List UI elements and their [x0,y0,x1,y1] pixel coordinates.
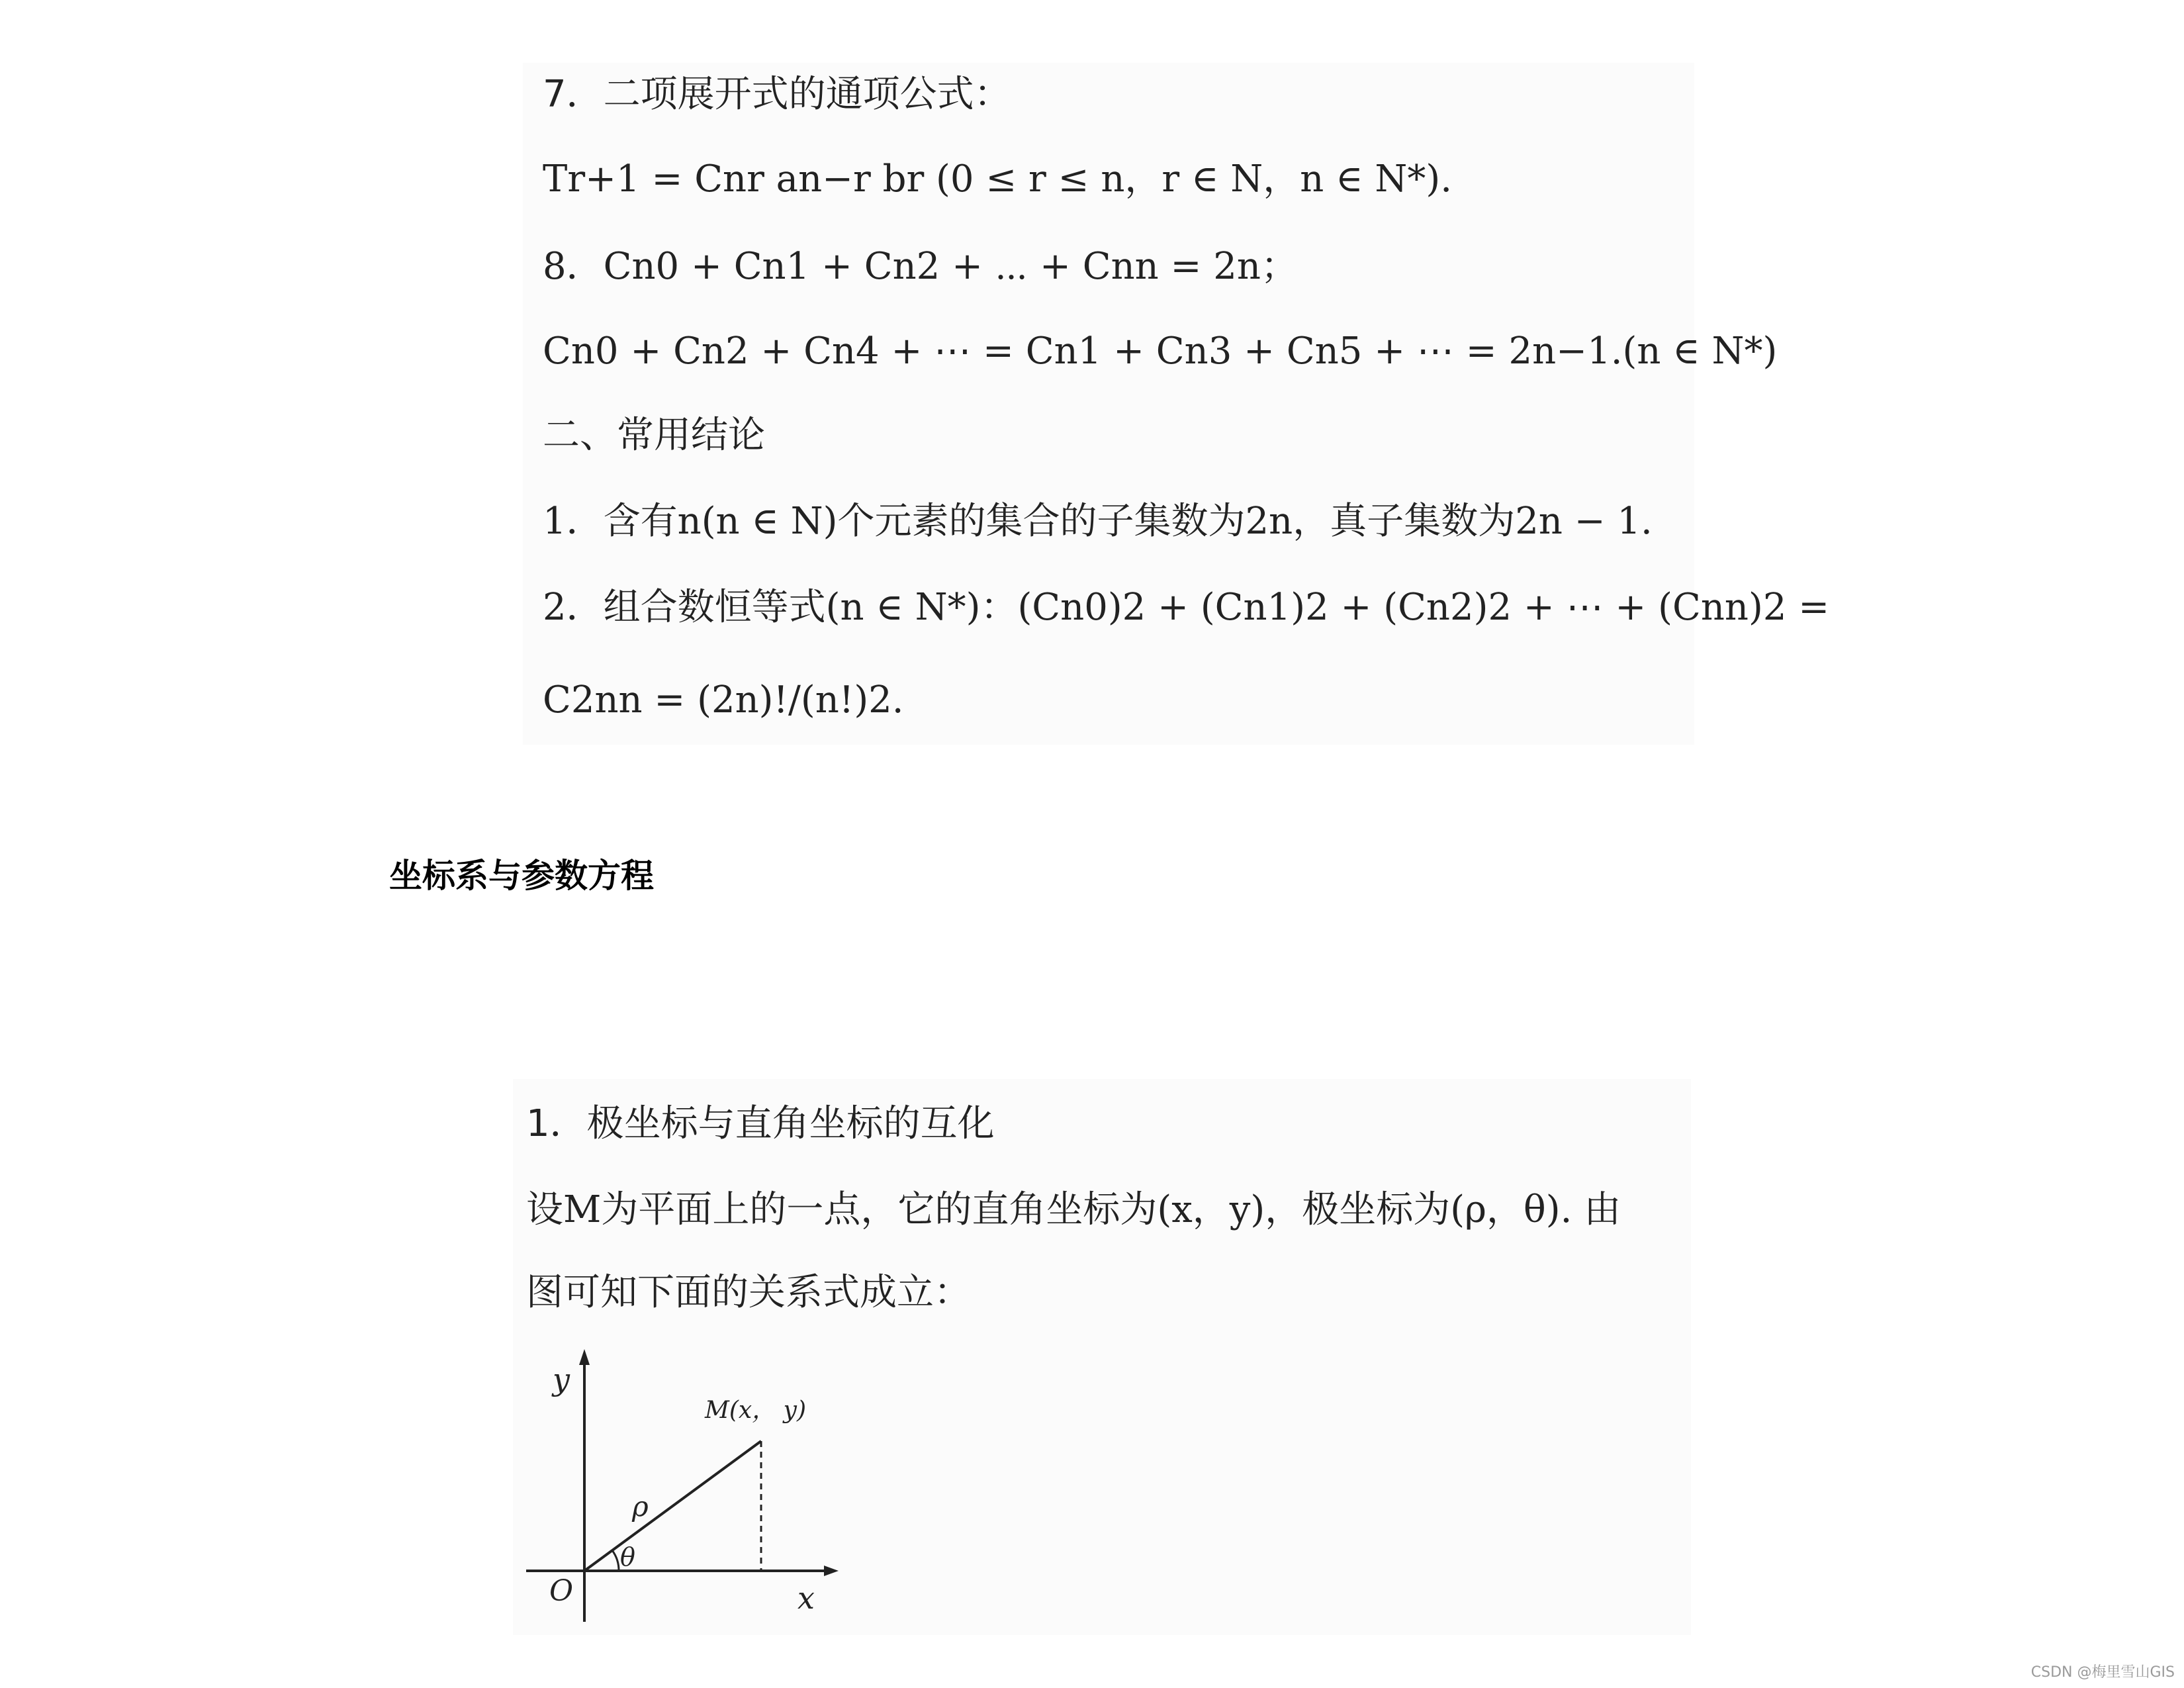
y-axis-label: y [553,1362,570,1397]
polar-diagram [513,1344,857,1628]
point-m-label: M(x， y) [705,1397,807,1424]
x-axis-arrow [824,1566,839,1576]
section-heading: 坐标系与参数方程 [389,857,654,895]
theta-arc [612,1550,619,1571]
y-axis-arrow [579,1349,590,1365]
polar-text-line2: 图可知下面的关系式成立： [526,1271,971,1314]
item7-title: 7．二项展开式的通项公式： [543,73,1011,116]
rho-label: ρ [632,1490,649,1523]
conclusion-2b: C2nn = (2n)!/(n!)2. [543,679,904,722]
formula-screenshot-binomial [523,63,1830,745]
item7-formula: Tr+1 = Cnr an−r br (0 ≤ r ≤ n，r ∈ N，n ∈ N*). [543,158,1452,201]
conclusion-2a: 2．组合数恒等式(n ∈ N*)：(Cn0)2 + (Cn1)2 + (Cn2)2 + ⋯ + (Cnn)2 = [543,586,1830,629]
x-axis-label: x [797,1580,815,1616]
origin-label: O [549,1574,574,1608]
polar-text-line1: 设M为平面上的一点，它的直角坐标为(x，y)，极坐标为(ρ，θ). 由 [526,1188,1621,1231]
item8-formula-b: Cn0 + Cn2 + Cn4 + ⋯ = Cn1 + Cn3 + Cn5 + ⋯ = 2n−1.(n ∈ N*) [543,330,1778,373]
conclusion-1: 1．含有n(n ∈ N)个元素的集合的子集数为2n，真子集数为2n − 1. [543,500,1653,543]
rho-segment [584,1441,761,1571]
polar-coordinates-screenshot [513,1079,1691,1635]
polar-title: 1．极坐标与直角坐标的互化 [526,1102,995,1145]
sub-heading: 二、常用结论 [543,414,765,457]
watermark: CSDN @梅里雪山GIS [2030,1664,2175,1681]
theta-label: θ [620,1542,635,1571]
item8-formula-a: 8．Cn0 + Cn1 + Cn2 + ⋯ + Cnn = 2n； [543,245,1298,288]
